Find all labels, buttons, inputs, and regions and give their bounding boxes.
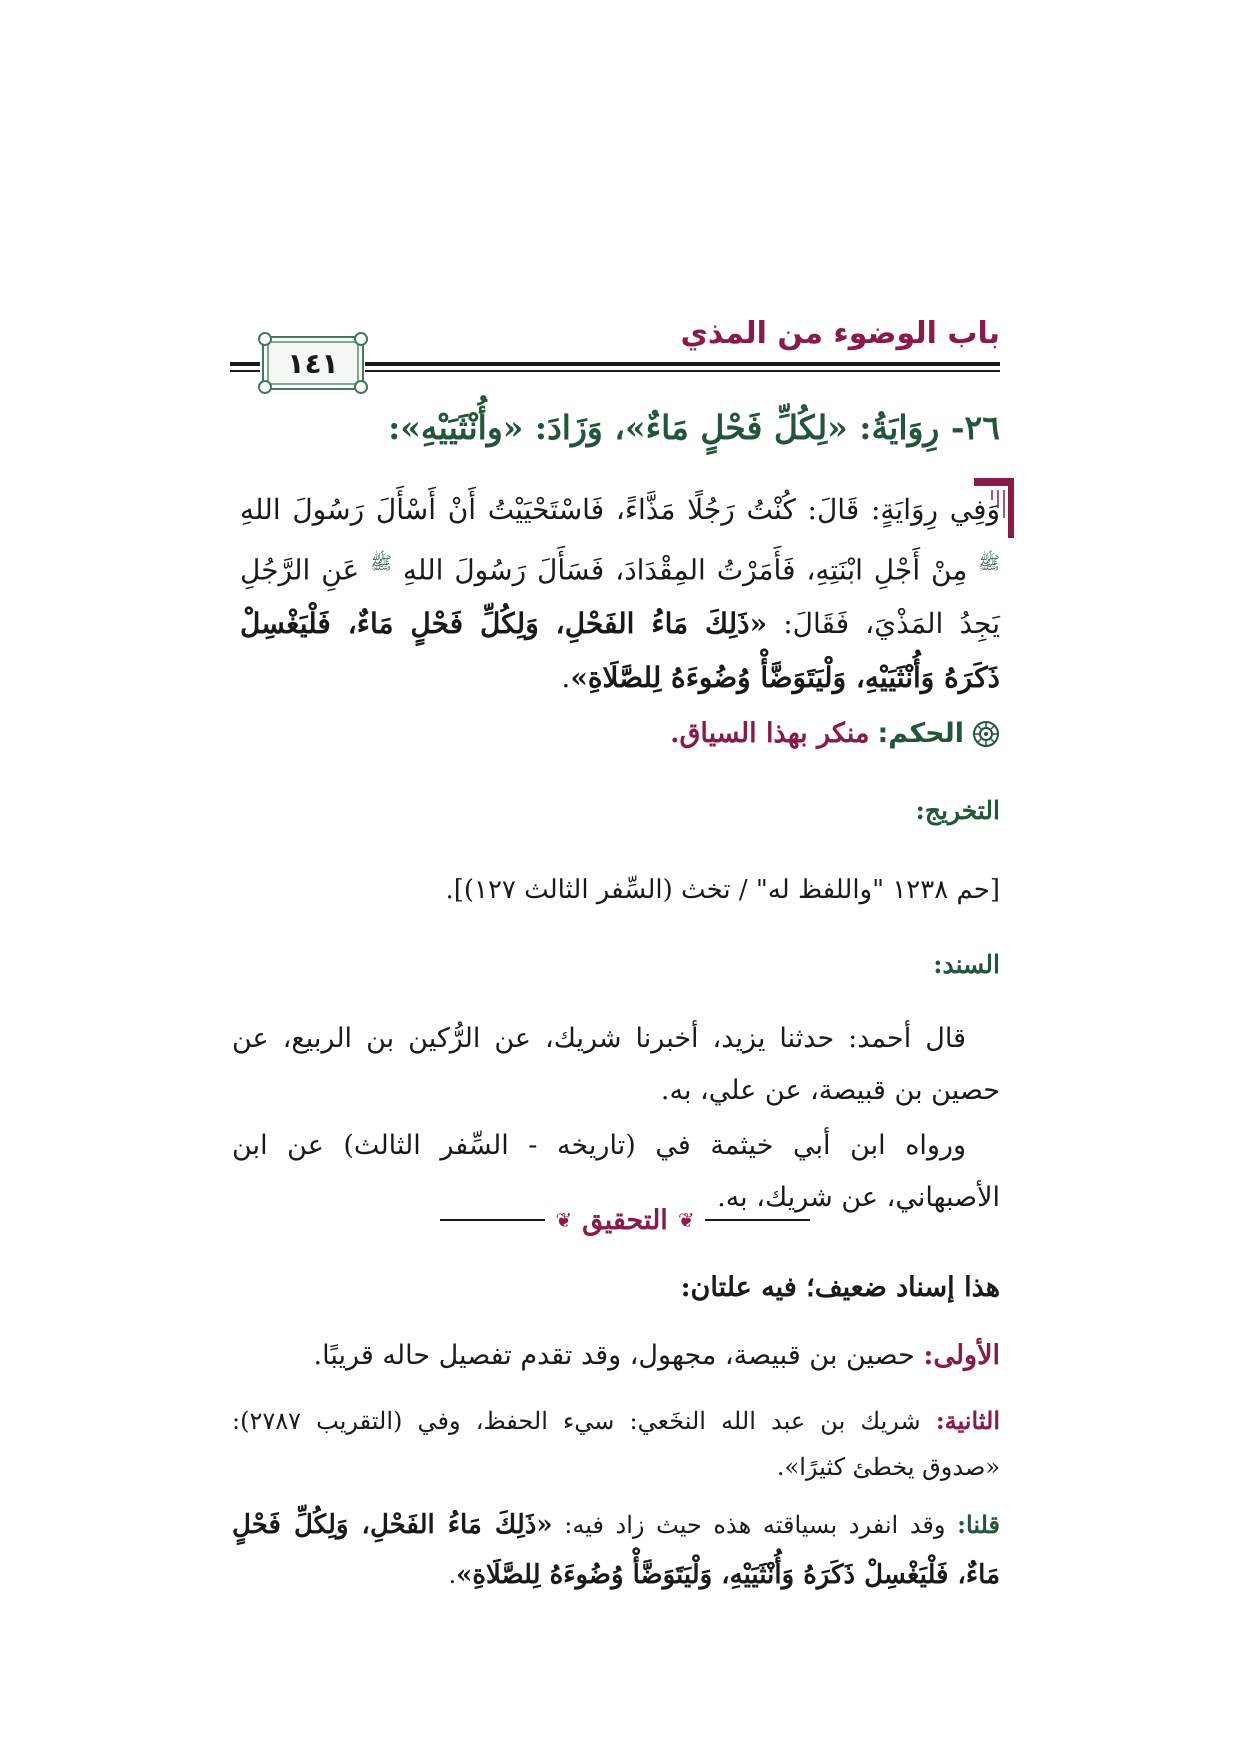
first-label: الأولى:: [923, 1340, 1000, 1371]
takhrij-text: [حم ١٢٣٨ "واللفظ له" / تخث (السِّفر الثالث ١٢٧)].: [445, 875, 1000, 905]
hukm: [670, 718, 1000, 749]
flower-ornament-icon: [972, 720, 1000, 748]
qulna-end: .: [448, 1561, 457, 1589]
second-label: الثانية:: [935, 1406, 1000, 1435]
divider-line: [440, 1219, 545, 1221]
hadith-quote: «ذَلِكَ مَاءُ الفَحْلِ، وَلِكُلِّ فَحْلٍ مَاءٌ، فَلْيَغْسِلْ ذَكَرَهُ وَأُنْثَيَيْهِ، وَلْيَتَوَضَّأْ وُضُوءَهُ لِلصَّلَاةِ»: [240, 607, 1000, 695]
header-rule-left-thin: [230, 370, 260, 372]
qulna-text: وقد انفرد بسياقته هذه حيث زاد فيه:: [564, 1511, 946, 1539]
hadith-part1: وَفِي رِوَايَةٍ: قَالَ: كُنْتُ رَجُلًا مَذَّاءً، فَاسْتَحْيَيْتُ أَنْ أَسْأَلَ رَسُولَ اللهِ: [240, 493, 1000, 526]
hukm-value: منكر بهذا السياق.: [670, 718, 870, 749]
page-number-badge: [262, 336, 364, 390]
salawat-icon: ﷺ: [370, 553, 392, 574]
qulna-label: قلنا:: [957, 1510, 1000, 1539]
hukm-label: الحكم:: [877, 718, 964, 749]
qulna-quote: «ذَلِكَ مَاءُ الفَحْلِ، وَلِكُلِّ فَحْلٍ مَاءٌ، فَلْيَغْسِلْ ذَكَرَهُ وَأُنْثَيَيْهِ، وَلْيَتَوَضَّأْ وُضُوءَهُ لِلصَّلَاةِ»: [232, 1510, 1000, 1590]
sanad-para-1: قال أحمد: حدثنا يزيد، أخبرنا شريك، عن الرُّكين بن الربيع، عن حصين بن قبيصة، عن علي، به.: [232, 1023, 1000, 1106]
takhrij-label: التخريج:: [915, 796, 1000, 825]
header-rule-left: [230, 362, 260, 366]
tahqiq-first: [232, 1330, 1000, 1382]
sanad-para-2: ورواه ابن أبي خيثمة في (تاريخه - السِّفر الثالث) عن ابن الأصبهاني، عن شريك، به.: [232, 1130, 1000, 1213]
chapter-title: باب الوضوء من المذي: [680, 316, 1000, 351]
header-rule: [365, 362, 1000, 366]
tahqiq-intro: هذا إسناد ضعيف؛ فيه علتان:: [680, 1272, 1000, 1303]
hadith-text: [240, 483, 1000, 705]
tahqiq-second: [232, 1398, 1000, 1490]
tahqiq-title: التحقيق: [582, 1204, 668, 1236]
ornament-icon: ❦: [555, 1208, 573, 1232]
sanad-label: السند:: [933, 950, 1000, 979]
hadith-heading: ٢٦- رِوَايَةُ: «لِكُلِّ فَحْلٍ مَاءٌ»، وَزَادَ: «وأُنْثَيَيْهِ»:: [388, 408, 1000, 447]
tahqiq-qulna: [232, 1500, 1000, 1600]
hadith-part2: مِنْ أَجْلِ ابْنَتِهِ، فَأَمَرْتُ المِقْدَادَ، فَسَأَلَ رَسُولَ اللهِ: [402, 553, 968, 587]
hadith-part3: عَنِ الرَّجُلِ يَجِدُ المَذْيَ، فَقَالَ:: [240, 553, 1000, 641]
second-text: شريك بن عبد الله النخَعي: سيء الحفظ، وفي (التقريب ٢٧٨٧): «صدوق يخطئ كثيرًا».: [232, 1407, 1000, 1481]
tahqiq-divider: [440, 1200, 810, 1240]
salawat-icon: ﷺ: [978, 553, 1000, 574]
ornament-icon: [354, 380, 368, 394]
page-number: ١٤١: [287, 346, 339, 380]
ornament-icon: [354, 332, 368, 346]
ornament-icon: [258, 380, 272, 394]
first-text: حصين بن قبيصة، مجهول، وقد تقدم تفصيل حاله قريبًا.: [313, 1340, 915, 1371]
divider-line: [705, 1219, 810, 1221]
ornament-icon: [258, 332, 272, 346]
hadith-end: .: [561, 661, 571, 695]
header-rule-thin: [365, 370, 1000, 372]
ornament-icon: ❦: [677, 1208, 695, 1232]
